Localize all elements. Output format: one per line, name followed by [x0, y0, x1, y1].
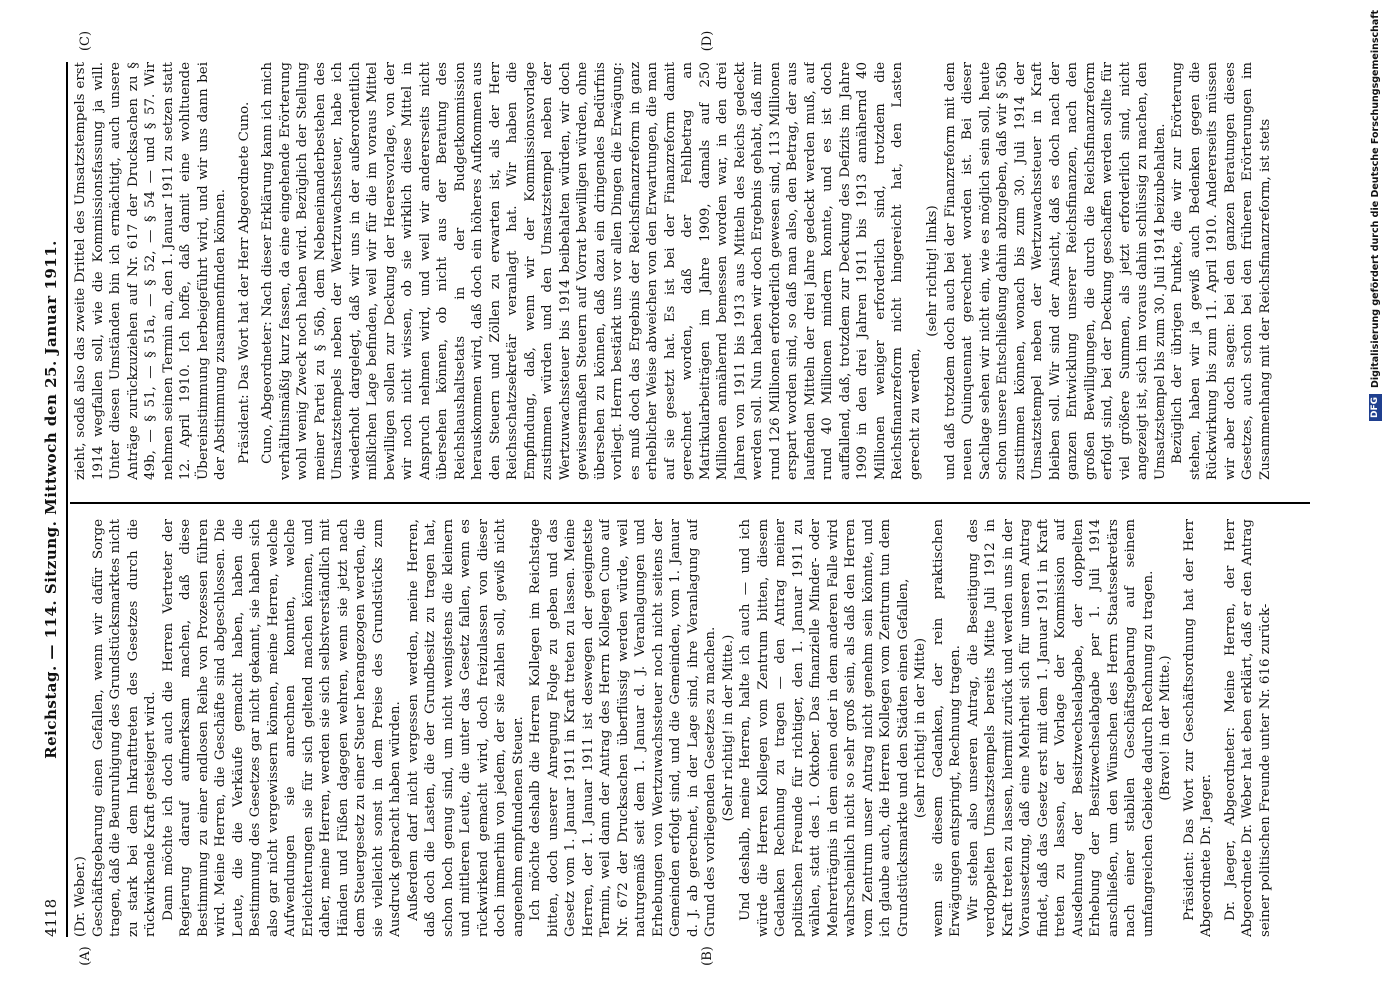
header-rule	[66, 62, 68, 937]
page-title: Reichstag. — 114. Sitzung. Mittwoch den 25. Januar 1911.	[42, 240, 60, 759]
right-column	[72, 62, 1302, 480]
margin-marker-d: (D)	[700, 30, 715, 52]
interjection: (Sehr richtig! in der Mitte.)	[720, 634, 736, 822]
interjection: (sehr richtig! in der Mitte)	[913, 637, 928, 819]
digitization-credit	[1367, 0, 1383, 1000]
left-column	[72, 519, 1302, 937]
paragraph: Ich möchte deshalb die Herren Kollegen im Reichstage bitten, doch unserer Anregung Folge zu geben und das Gesetz vom 1. Januar 1911 in Kraft treten zu lassen. Meine Herren, der 1. Januar 1911 ist deswegen der geeignetste Termin, weil dann der Antrag des Herrn Kollegen Cuno auf Nr. 672 der Drucksachen überflüssig werden würde, weil naturgemäß seit dem 1. Januar d. J. Veranlagungen und Erhebungen von Wertzuwachssteuer noch nicht seitens der Gemeinden erfolgt sind, und die Gemeinden, vom 1. Januar d. J. ab gerechnet, in der Lage sind, ihre Veranlagung auf Grund des vorliegenden Gesetzes zu machen.	[528, 519, 718, 937]
paragraph: zieht, sodaß also das zweite Drittel des Umsatzstempels erst 1914 wegfallen soll, wie die Kommissionsfassung ja will. Unter diesen Umständen bin ich ermächtigt, auch unsere Anträge zurückzuziehen auf Nr. 617 der Drucksachen zu § 49b, — § 51, — § 51a, — § 52, — § 54 — und § 57. Wir nehmen seinen Termin an, den 1. Januar 1911 zu setzen statt 12. April 1910. Ich hoffe, daß damit eine wohltuende Übereinstimmung herbeigeführt wird, und wir uns dann bei der Abstimmung zusammenfinden können.	[73, 62, 228, 480]
column-divider	[70, 502, 1310, 504]
paragraph: Bezüglich der übrigen Punkte, die wir zur Erörterung stehen, haben wir ja gewiß auch Bedenken gegen die Rückwirkung bis zum 11. April 1910. Andererseits müssen wir aber doch sagen: bei den ganzen Beratungen dieses Gesetzes, auch schon bei den früheren Erörterungen im Zusammenhang mit der Reichsfinanzreform, ist stets	[1170, 62, 1273, 480]
margin-marker-c: (C)	[78, 30, 93, 52]
dfg-logo: DFG	[1369, 394, 1382, 421]
paragraph: Dr. Jaeger, Abgeordneter: Meine Herren, der Herr Abgeordnete Dr. Weber hat eben erklärt, daß er den Antrag seiner politischen Freunde unter Nr. 616 zurück-	[1222, 519, 1273, 937]
president-statement: Präsident: Das Wort zur Geschäftsordnung hat der Herr Abgeordnete Dr. Jaeger.	[1181, 519, 1214, 937]
credit-text: Digitalisierung gefördert durch die Deutsche Forschungsgemeinschaft	[1369, 10, 1381, 388]
paragraph: Cuno, Abgeordneter: Nach dieser Erklärung kann ich mich verhältnismäßig kurz fassen, da eine eingehende Erörterung wohl wenig Zweck noch haben wird. Bezüglich der Stellung meiner Partei zu § 56b, dem Nebeneinanderbestehen des Umsatzstempels neben der Wertzuwachssteuer, habe ich wiederholt dargelegt, daß wir uns in der außerordentlich mißlichen Lage befinden, weil wir für die im voraus Mittel bewilligen sollen zur Deckung der Heeresvorlage, von der wir noch nicht wissen, ob sie wirklich diese Mittel in Anspruch nehmen wird, und weil wir andererseits nicht übersehen können, ob nicht aus der Beratung des Reichshaushaltsetats in der Budgetkommission herauskommen wird, daß doch ein höheres Aufkommen aus den Steuern und Zöllen zu erwarten ist, als der Herr Reichsschatzsekretär veranlagt hat. Wir haben die Empfindung, daß, wenn wir der Kommissionsvorlage zustimmen würden und den Umsatzstempel neben der Wertzuwachssteuer bis 1914 beibehalten würden, wir doch gewissermaßen Steuern auf Vorrat bewilligen würden, ohne übersehen zu können, daß dazu ein dringendes Bedürfnis vorliegt. Herrn bestärkt uns vor allen Dingen die Erwägung: es muß doch das Ergebnis der Reichsfinanzreform in ganz erheblicher Weise abweichen von den Erwartungen, die man auf sie gesetzt hat. Es ist bei der Finanzreform damit gerechnet worden, daß der Fehlbetrag an Matrikularbeiträgen im Jahre 1909, damals auf 250 Millionen annähernd bemessen worden war, in den drei Jahren von 1911 bis 1913 aus Mitteln des Reichs gedeckt werden soll. Nun haben wir doch Ergebnis gehabt, daß mir rund 126 Millionen erforderlich gewesen sind, 113 Millionen erspart worden sind, so daß man also, den Betrag, der aus laufenden Mitteln der drei Jahre gedeckt werden muß, auf rund 40 Millionen mindern konnte, und es ist doch auffallend, daß, trotzdem zur Deckung des Defizits im Jahre 1909 in den drei Jahren 1911 bis 1913 annähernd 40 Millionen weniger erforderlich sind, trotzdem die Reichsfinanzreform nicht hingereicht hat, den Lasten gerecht zu werden,	[260, 62, 923, 480]
president-statement: Präsident: Das Wort hat der Herr Abgeordnete Cuno.	[236, 101, 252, 464]
speaker-note: (Dr. Weber.)	[73, 856, 88, 937]
page-number: 4118	[42, 898, 60, 937]
interjection: (sehr richtig! links)	[925, 205, 940, 337]
margin-marker-a: (A)	[78, 946, 93, 966]
paragraph: und daß trotzdem doch auch bei der Finanzreform mit dem neuen Quinquennat gerechnet worden ist. Bei dieser Sachlage sehen wir nicht ein, wie es möglich sein soll, heute schon unsere Entschließung dahin abzugeben, daß wir § 56b zustimmen können, wonach bis zum 30. Juli 1914 der Umsatzstempel neben der Wertzuwachssteuer in Kraft bleiben soll. Wir sind der Ansicht, daß es doch nach der ganzen Entwicklung unserer Reichsfinanzen, nach den großen Bewilligungen, die durch die Reichsfinanzreform erfolgt sind, bei der Deckung geschaffen werden sollte für viel größere Summen, als jetzt erforderlich sind, nicht angezeigt ist, sich im voraus dahin schlüssig zu machen, den Umsatzstempel bis zum 30. Juli 1914 beizubehalten.	[942, 62, 1168, 480]
paragraph: Dann möchte ich doch auch die Herren Vertreter der Regierung darauf aufmerksam machen, daß diese Bestimmung zu einer endlosen Reihe von Prozessen führen wird. Meine Herren, die Geschäfte sind abgeschlossen. Die Leute, die die Verkäufe gemacht haben, haben die Bestimmung des Gesetzes gar nicht gekannt, sie haben sich also gar nicht vergewissern können, meine Herren, welche Aufwendungen sie anrechnen konnten, welche Erleichterungen sie für sich geltend machen können, und daher, meine Herren, werden sie sich selbstverständlich mit Händen und Füßen dagegen wehren, wenn sie jetzt nach dem Steuergesetz zu einer Steuer herangezogen werden, die sie vielleicht sonst in dem Preise des Grundstücks zum Ausdruck gebracht haben würden.	[160, 519, 403, 937]
paragraph: Und deshalb, meine Herren, halte ich auch — und ich würde die Herren Kollegen vom Zentrum bitten, diesem Gedanken Rechnung zu tragen — den Antrag meiner politischen Freunde für richtiger, den 1. Januar 1911 zu wählen, statt des 1. Oktober. Das finanzielle Minder- oder Mehrerträgnis in dem einen oder in dem anderen Falle wird wahrscheinlich nicht so sehr groß sein, als daß den Herren vom Zentrum unser Antrag nicht genehm sein könnte, und ich glaube auch, die Herren Kollegen vom Zentrum tun dem Grundstücksmarkte und den Städten einen Gefallen,	[738, 519, 911, 937]
paragraph: Wir stehen also unseren Antrag, die Beseitigung des verdoppelten Umsatzstempels bereits Mitte Juli 1912 in Kraft treten zu lassen, hiermit zurück und werden uns in der Voraussetzung, daß eine Mehrheit sich für unseren Antrag findet, daß das Gesetz erst mit dem 1. Januar 1911 in Kraft treten zu lassen, der Vorlage der Kommission auf Ausdehnung der Besitzwechselabgabe, der doppelten Erhebung der Besitzwechselabgabe per 1. Juli 1914 anschließen, um den Wünschen des Herrn Staatssekretärs nach einer stabilen Geschäftsgebarung auf seinem umfangreichen Gebiete dadurch Rechnung zu tragen.	[965, 519, 1156, 937]
paragraph: wenn sie diesem Gedanken, der rein praktischen Erwägungen entspringt, Rechnung tragen.	[930, 519, 963, 937]
margin-marker-b: (B)	[700, 946, 715, 966]
paragraph: Geschäftsgebarung einen Gefallen, wenn wir dafür Sorge tragen, daß die Beunruhigung des Grundstücksmarktes nicht zu stark bei dem Inkrafttreten des Gesetzes durch die rückwirkende Kraft gesteigert wird.	[90, 519, 158, 937]
paragraph: Außerdem darf nicht vergessen werden, meine Herren, daß doch die Lasten, die der Grundbesitz zu tragen hat, schon hoch genug sind, um nicht wenigstens die kleinern und mittleren Leute, die unter das Gesetz fallen, wenn es rückwirkend gemacht wird, doch freizulassen von dieser doch immerhin von jedem, der sie zahlen soll, gewiß nicht angenehm empfundenen Steuer.	[405, 519, 526, 937]
interjection: (Bravo! in der Mitte.)	[1158, 655, 1173, 801]
page-header	[40, 62, 66, 937]
